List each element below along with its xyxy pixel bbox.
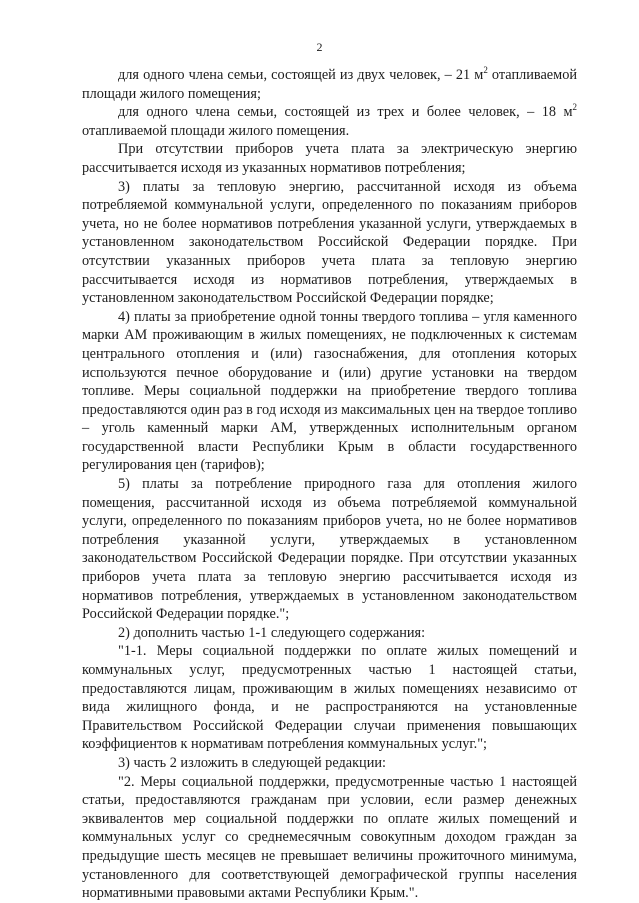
document-body (82, 66, 577, 903)
paragraph-area-two-person (82, 66, 577, 103)
page-number: 2 (316, 40, 323, 54)
paragraph-electricity: При отсутствии приборов учета плата за электрическую энергию рассчитывается исходя из указанных нормативов потребления; (82, 141, 577, 176)
paragraph-part-2: "2. Меры социальной поддержки, предусмотренные частью 1 настоящей статьи, предоставляются гражданам при условии, если размер денежных эквивалентов мер социальной поддержки по оплате жилых помещений и коммунальных услуг со среднемесячным совокупным доходом граждан за предыдущие шесть месяцев не превышает величины прожиточного минимума, установленного для соответствующей демографической группы населения нормативными правовыми актами Республики Крым.". (82, 773, 577, 902)
paragraph-item-3: 3) платы за тепловую энергию, рассчитанной исходя из объема потребляемой коммунальной услуги, определенного по показаниям приборов учета, но не более нормативов потребления указанной услуги, утверждаемых в установленном законодательством Российской Федерации порядке. При отсутствии указанных приборов учета плата за тепловую энергию рассчитывается исходя из нормативов потребления, утверждаемых в установленном законодательством Российской Федерации порядке; (82, 178, 577, 307)
superscript: 2 (572, 102, 577, 113)
paragraph-text: для одного члена семьи, состоящей из трех и более человек, – 18 м (118, 104, 573, 121)
superscript: 2 (483, 65, 488, 75)
paragraph-area-three-person (82, 103, 577, 140)
paragraph-amend-3: 3) часть 2 изложить в следующей редакции: (118, 754, 386, 771)
paragraph-item-4: 4) платы за приобретение одной тонны твердого топлива – угля каменного марки АМ проживающим в жилых помещениях, не подключенных к системам центрального отопления и (или) газоснабжения, для отопления которых используются печное оборудование и (или) другие установки на твердом топливе. Меры социальной поддержки на приобретение твердого топлива предоставляются один раз в год исходя из максимальных цен на твердое топливо – уголь каменный марки АМ, утвержденных исполнительным органом государственной власти Республики Крым в области государственного регулирования цен (тарифов); (82, 308, 577, 474)
paragraph-part-1-1: "1-1. Меры социальной поддержки по оплате жилых помещений и коммунальных услуг, предусмотренных частью 1 настоящей статьи, предоставляются лицам, проживающим в жилых помещениях независимо от вида жилищного фонда, и не распространяются на установленные Правительством Российской Федерации случаи применения повышающих коэффициентов к нормативам потребления коммунальных услуг."; (82, 643, 577, 753)
paragraph-tail: отапливаемой площади жилого помещения. (82, 122, 350, 139)
paragraph-amend-2: 2) дополнить частью 1-1 следующего содержания: (118, 624, 426, 641)
paragraph-item-5: 5) платы за потребление природного газа для отопления жилого помещения, рассчитанной исходя из объема потребляемой коммунальной услуги, определенного по показаниям приборов учета, но не более нормативов потребления указанной услуги, утверждаемых в установленном законодательством Российской Федерации порядке. При отсутствии указанных приборов учета плата за тепловую энергию рассчитывается исходя из нормативов потребления, утверждаемых в установленном законодательством Российской Федерации порядке."; (82, 476, 577, 623)
paragraph-text: для одного члена семьи, состоящей из двух человек, – 21 м (118, 67, 484, 83)
paragraph-tail: отапливаемой площади жилого помещения; (82, 67, 577, 102)
